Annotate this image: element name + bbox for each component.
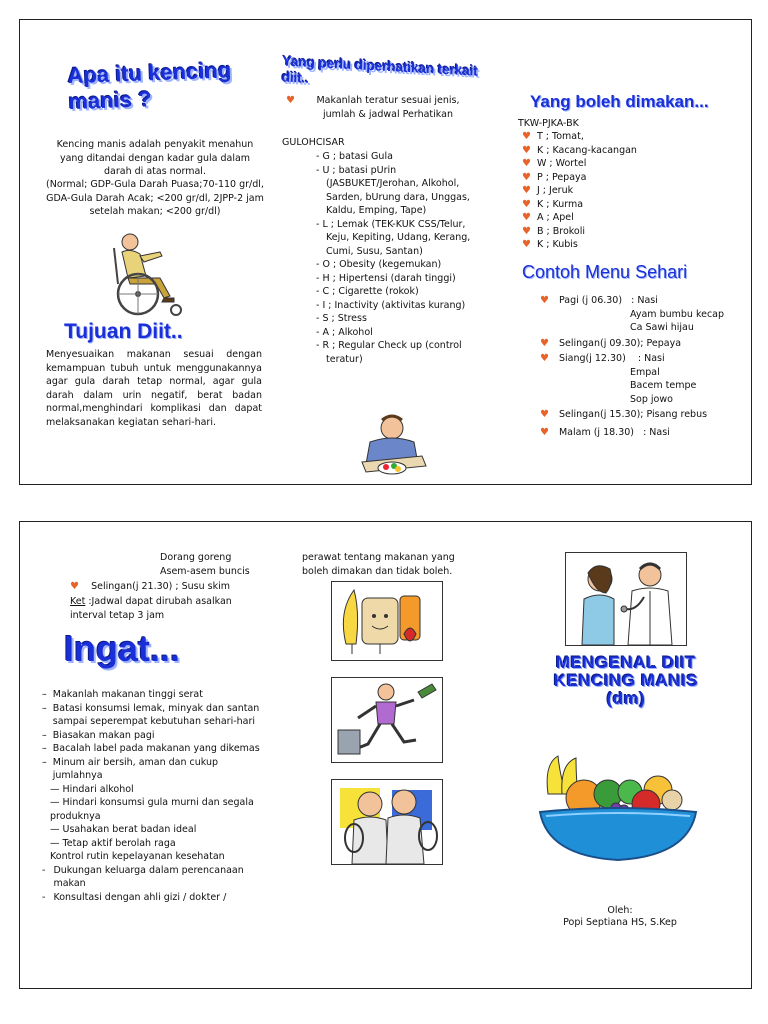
doctor-clipart-frame <box>565 552 687 646</box>
title-ingat: Ingat... <box>64 628 180 669</box>
list-item: — Tetap aktif berolah raga <box>50 837 176 849</box>
list-item: – Minum air bersih, aman dan cukup jumlahnya <box>42 756 219 781</box>
list-item: - Konsultasi dengan ahli gizi / dokter / <box>42 891 227 903</box>
main-title-line1: MENGENAL DIIT <box>555 653 697 672</box>
brochure-page-back <box>19 521 752 989</box>
list-item: - O ; Obesity (kegemukan) <box>316 259 442 270</box>
list-item: - S ; Stress <box>316 313 367 324</box>
normal-values-text: (Normal; GDP-Gula Darah Puasa;70-110 gr/dl, GDA-Gula Darah Acak; <200 gr/dl, 2JPP-2 jam setelah makan; <200 gr/dl) <box>46 179 264 217</box>
list-item: — Usahakan berat badan ideal <box>50 824 197 835</box>
gulohcisar-list <box>316 150 476 366</box>
column2-text: perawat tentang makanan yang boleh dimakan dan tidak boleh. <box>302 552 455 577</box>
heart-icon: ♥ <box>522 239 531 250</box>
intro-text: Makanlah teratur sesuai jenis, jumlah & jadwal Perhatikan <box>316 95 460 120</box>
menu-extra: Ca Sawi hijau <box>630 322 694 333</box>
menu-item: ♥ Selingan(j 15.30); Pisang rebus <box>522 408 730 422</box>
elderly-couple-clipart-frame <box>331 779 443 865</box>
title-contoh-menu: Contoh Menu Sehari <box>522 262 688 282</box>
list-item: - A ; Alkohol <box>316 326 373 338</box>
list-item: - H ; Hipertensi (darah tinggi) <box>316 272 456 284</box>
list-item: ♥ W ; Wortel <box>522 158 587 169</box>
snack-line: ♥ Selingan(j 21.30) ; Susu skim <box>70 581 231 592</box>
code-label: TKW-PJKA-BK <box>518 118 579 129</box>
list-item: — Hindari alkohol <box>50 783 134 795</box>
list-item: - I ; Inactivity (aktivitas kurang) <box>316 299 466 311</box>
menu-extra: Ayam bumbu kecap <box>630 308 725 320</box>
heart-icon: ♥ <box>522 171 531 183</box>
ket-note: Ket :Jadwal dapat dirubah asalkan interval tetap 3 jam <box>70 596 232 621</box>
by-label: Oleh: <box>607 905 633 916</box>
menu-cont-2: Asem-asem buncis <box>160 566 250 577</box>
list-item: - C ; Cigarette (rokok) <box>316 286 419 297</box>
goal-text: Menyesuaikan makanan sesuai dengan kemampuan tubuh untuk menggunakannya agar gula darah tetap normal, agar gula darah dalam urin negatif, berat badan normal,menghindari komplikasi dan dapat melaksanakan kegiatan sehari-hari. <box>46 349 262 428</box>
heart-icon: ♥ <box>522 225 531 237</box>
menu-cont-1: Dorang goreng <box>160 552 232 563</box>
elderly-tennis-illustration <box>332 780 442 864</box>
list-item: ♥ J ; Jeruk <box>522 185 574 196</box>
list-item: ♥ A ; Apel <box>522 212 574 223</box>
wheelchair-illustration <box>100 226 200 318</box>
list-item: ♥ B ; Brokoli <box>522 225 586 237</box>
tips-list <box>42 688 262 904</box>
heart-icon: ♥ <box>522 212 531 223</box>
menu-item: ♥ Selingan(j 09.30); Pepaya <box>540 337 682 349</box>
title-yang-boleh: Yang boleh dimakan... <box>530 92 709 111</box>
acronym-label: GULOHCISAR <box>282 137 345 148</box>
main-title-line2: KENCING MANIS <box>553 671 699 690</box>
list-item: Kontrol rutin kepelayanan kesehatan <box>50 851 225 862</box>
list-item: - R ; Regular Check up (control teratur) <box>316 340 462 365</box>
fruit-bowl-illustration <box>538 754 698 864</box>
doctor-patient-illustration <box>566 553 686 645</box>
list-item: – Batasi konsumsi lemak, minyak dan santan sampai seperempat kebutuhan sehari-hari <box>42 702 260 727</box>
menu-list <box>540 294 730 439</box>
heart-icon: ♥ <box>540 409 549 420</box>
heart-icon: ♥ <box>540 353 549 364</box>
man-eating-illustration <box>356 412 428 482</box>
list-item: - U ; batasi pUrin (JASBUKET/Jerohan, Alkohol, Sarden, bUrung dara, Unggas, Kaldu, Emping, Tape) <box>316 164 470 216</box>
menu-extra: Empal <box>630 366 660 378</box>
heart-icon: ♥ <box>70 581 79 592</box>
heart-icon: ♥ <box>522 198 531 210</box>
heart-icon: ♥ <box>540 295 549 306</box>
list-item: ♥ K ; Kurma <box>522 198 584 210</box>
author-name: Popi Septiana HS, S.Kep <box>563 917 677 928</box>
list-item: – Bacalah label pada makanan yang dikemas <box>42 743 260 754</box>
food-list <box>522 130 722 252</box>
heart-icon: ♥ <box>522 144 531 156</box>
list-item: ♥ T ; Tomat, <box>522 131 584 142</box>
menu-item: ♥ Pagi (j 06.30) : Nasi <box>540 295 658 306</box>
menu-item: ♥ Malam (j 18.30) : Nasi <box>540 426 670 438</box>
menu-extra: Sop jowo <box>630 393 673 405</box>
list-item: – Makanlah makanan tinggi serat <box>42 689 203 700</box>
heart-icon: ♥ <box>522 185 531 196</box>
list-item: – Biasakan makan pagi <box>42 729 155 741</box>
heart-icon: ♥ <box>540 426 549 438</box>
menu-extra: Bacem tempe <box>630 380 697 391</box>
list-item: ♥ K ; Kacang-kacangan <box>522 144 637 156</box>
brochure-page-front <box>19 19 752 485</box>
definition-text: Kencing manis adalah penyakit menahun yang ditandai dengan kadar gula dalam darah di atas normal. <box>56 139 254 177</box>
menu-item: ♥ Siang(j 12.30) : Nasi <box>540 353 665 364</box>
heart-icon: ♥ <box>286 95 295 106</box>
heart-icon: ♥ <box>522 131 531 142</box>
title-yang-perlu: Yang perlu diperhatikan terkait diit.. <box>281 52 479 86</box>
list-item: - G ; batasi Gula <box>316 151 393 162</box>
man-running-illustration <box>332 678 442 762</box>
list-item: — Hindari konsumsi gula murni dan segala produknya <box>50 797 254 822</box>
list-item: ♥ K ; Kubis <box>522 239 578 250</box>
running-clipart-frame <box>331 677 443 763</box>
healthy-food-illustration <box>332 582 442 660</box>
heart-icon: ♥ <box>540 337 549 349</box>
list-item: ♥ P ; Pepaya <box>522 171 587 183</box>
main-title <box>526 654 726 708</box>
food-clipart-frame <box>331 581 443 661</box>
heart-icon: ♥ <box>522 158 531 169</box>
title-tujuan-diit: Tujuan Diit.. <box>64 320 183 343</box>
list-item: - L ; Lemak (TEK-KUK CSS/Telur, Keju, Kepiting, Udang, Kerang, Cumi, Susu, Santan) <box>316 218 471 257</box>
main-title-line3: (dm) <box>606 689 646 708</box>
list-item: - Dukungan keluarga dalam perencanaan makan <box>42 864 244 889</box>
title-apa-itu: Apa itu kencing manis ? <box>67 57 232 115</box>
